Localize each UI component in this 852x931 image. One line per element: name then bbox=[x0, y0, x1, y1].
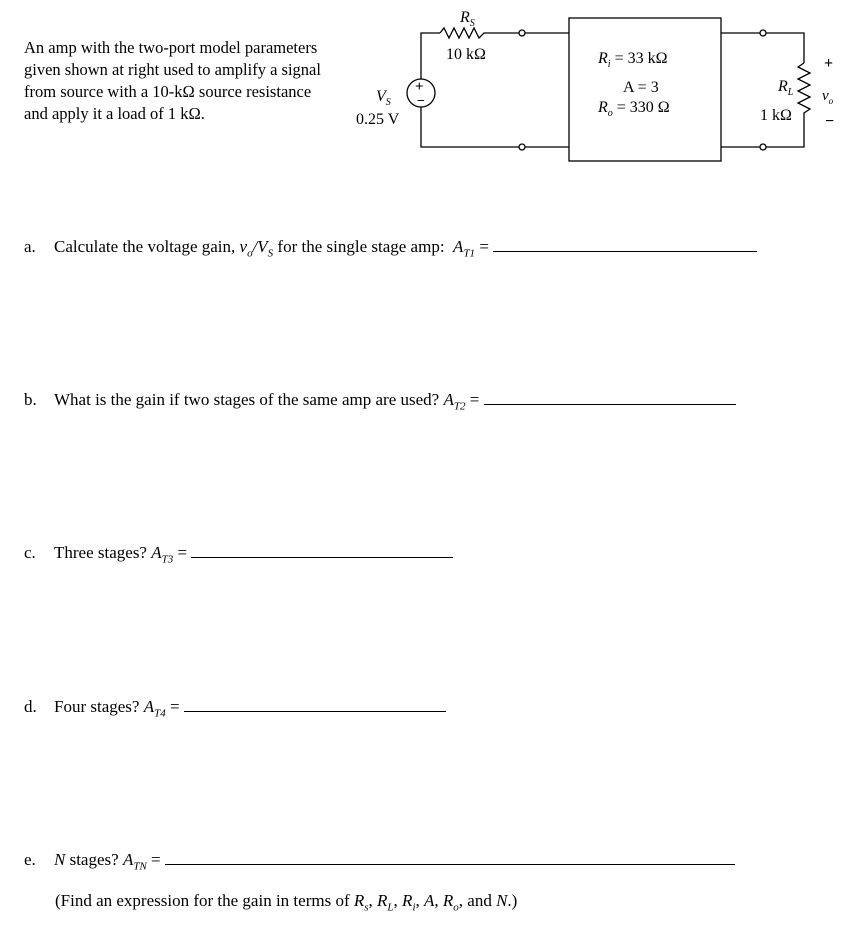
answer-line-e[interactable] bbox=[165, 849, 735, 865]
source-minus: − bbox=[417, 94, 425, 109]
rs-resistor-symbol bbox=[440, 28, 520, 38]
gain-value: A = 3 bbox=[623, 79, 659, 96]
ri-label: R bbox=[598, 50, 608, 67]
svg-text:Ro = 330 Ω: $R_o = 330$ Ω bbox=[598, 99, 670, 119]
answer-line-a[interactable] bbox=[493, 236, 757, 252]
svg-text:VS: $V_S$ bbox=[376, 88, 391, 108]
question-c: c. Three stages? $A_{T3}$ = bbox=[24, 542, 453, 565]
svg-text:RS: $R_S$ bbox=[460, 9, 475, 29]
rl-label: R bbox=[778, 78, 788, 95]
rl-value: 1 kΩ bbox=[760, 107, 792, 124]
rs-label: R bbox=[460, 9, 470, 26]
question-e: e. N stages? $A_{TN}$ = bbox=[24, 849, 735, 872]
svg-text:RL: $R_L$ bbox=[778, 78, 794, 98]
output-plus: + bbox=[824, 55, 834, 72]
problem-intro: An amp with the two-port model parameters given shown at right used to amplify a signal from source with a 10-kΩ source resistance and apply it a load of 1 kΩ. bbox=[24, 38, 321, 123]
output-minus: − bbox=[825, 113, 835, 130]
svg-text:Ri = 33 kΩ: $R_i = 33$ kΩ bbox=[598, 50, 668, 70]
question-a: a. Calculate the voltage gain, $v_o/V_S$ for the single stage amp: $A_{T1}$ = bbox=[24, 236, 757, 259]
source-plus: + bbox=[415, 79, 424, 95]
answer-line-b[interactable] bbox=[484, 389, 736, 405]
rs-value: 10 kΩ bbox=[446, 46, 486, 63]
vs-value: 0.25 V bbox=[356, 111, 400, 128]
question-b: b. What is the gain if two stages of the same amp are used? $A_{T2}$ = bbox=[24, 389, 736, 412]
question-d: d. Four stages? $A_{T4}$ = bbox=[24, 696, 446, 719]
output-label: v bbox=[822, 88, 829, 104]
answer-line-d[interactable] bbox=[184, 696, 446, 712]
circuit-diagram bbox=[0, 0, 852, 170]
expression-note: (Find an expression for the gain in terms of $R_s$, $R_L$, $R_i$, A, $R_o$, and N.) bbox=[55, 891, 518, 914]
answer-line-c[interactable] bbox=[191, 542, 453, 558]
svg-text:vo: $v_o$ bbox=[822, 88, 834, 106]
rl-resistor-symbol bbox=[766, 63, 810, 147]
vs-label: V bbox=[376, 88, 386, 105]
ro-label: R bbox=[598, 99, 608, 116]
